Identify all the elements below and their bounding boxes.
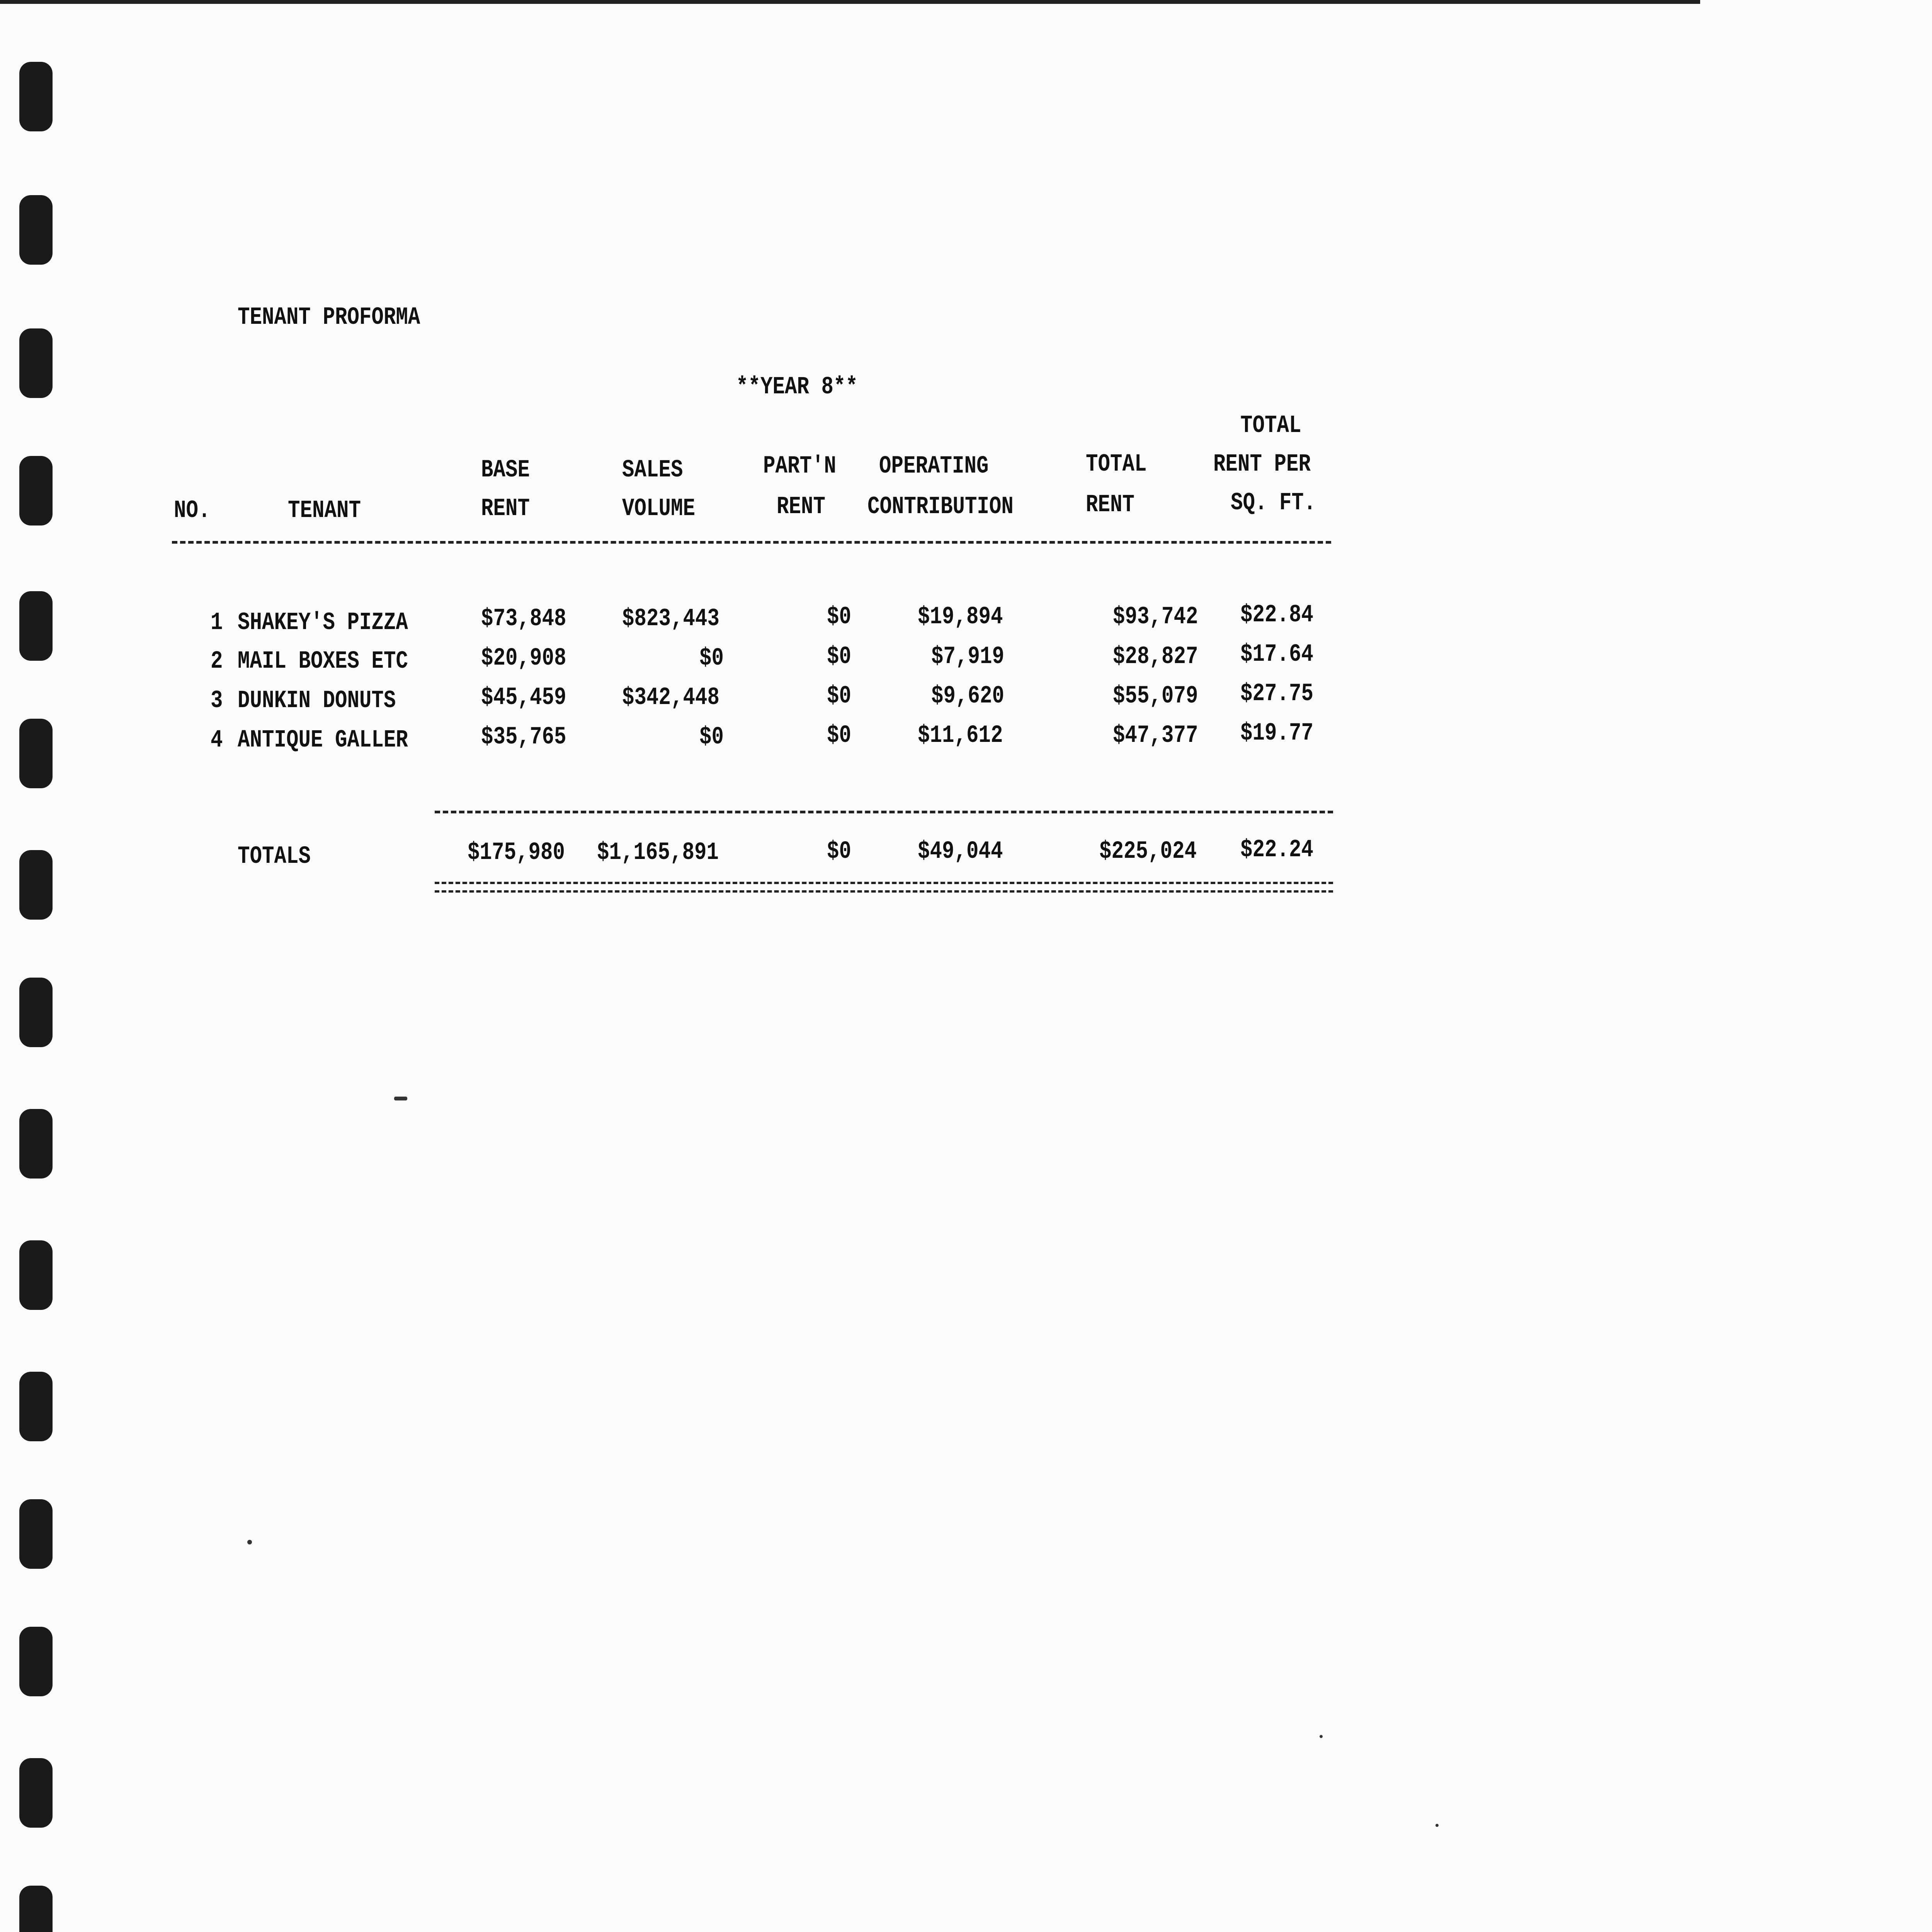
- year-label: **YEAR 8**: [736, 373, 858, 401]
- punch-hole: [19, 1240, 53, 1310]
- row-per-sqft: $22.84: [1240, 601, 1313, 629]
- totals-divider: [435, 811, 1333, 813]
- row-base-rent: $35,765: [481, 723, 566, 751]
- row-no: 3: [211, 687, 223, 715]
- row-operating: $11,612: [918, 722, 1003, 750]
- row-sales-volume: $342,448: [622, 684, 719, 712]
- row-operating: $7,919: [931, 643, 1004, 671]
- totals-partn-rent: $0: [827, 838, 851, 866]
- punch-hole: [19, 1109, 53, 1179]
- row-base-rent: $73,848: [481, 605, 566, 633]
- row-tenant: ANTIQUE GALLER: [238, 726, 408, 754]
- header-partn-rent-line2: RENT: [777, 493, 825, 521]
- totals-operating: $49,044: [918, 838, 1003, 866]
- row-tenant: SHAKEY'S PIZZA: [238, 609, 408, 637]
- row-tenant: DUNKIN DONUTS: [238, 687, 396, 715]
- punch-hole: [19, 978, 53, 1047]
- totals-per-sqft: $22.24: [1240, 836, 1313, 864]
- row-sales-volume: $823,443: [622, 605, 719, 633]
- header-divider: [172, 541, 1331, 544]
- totals-double-underline: [435, 882, 1333, 893]
- header-base-rent-line2: RENT: [481, 495, 530, 523]
- header-operating-line1: OPERATING: [879, 452, 989, 480]
- totals-base-rent: $175,980: [468, 839, 565, 867]
- row-no: 4: [211, 726, 223, 754]
- row-no: 1: [211, 609, 223, 637]
- header-per-sqft-line1: TOTAL: [1240, 412, 1301, 440]
- row-per-sqft: $27.75: [1240, 680, 1313, 708]
- row-total-rent: $93,742: [1113, 603, 1198, 631]
- header-tenant: TENANT: [288, 497, 361, 525]
- header-no: NO.: [174, 497, 211, 525]
- scan-speck: [1320, 1735, 1323, 1738]
- scan-speck: [394, 1097, 407, 1100]
- punch-hole: [19, 1886, 53, 1932]
- header-sales-volume-line2: VOLUME: [622, 495, 695, 523]
- scan-speck: [1435, 1824, 1439, 1827]
- punch-hole: [19, 591, 53, 661]
- header-operating-line2: CONTRIBUTION: [867, 493, 1014, 521]
- page-top-edge: [0, 0, 1700, 4]
- row-sales-volume: $0: [699, 723, 724, 751]
- row-total-rent: $28,827: [1113, 643, 1198, 671]
- header-total-rent-line1: TOTAL: [1086, 451, 1147, 478]
- punch-hole: [19, 1499, 53, 1569]
- header-sales-volume-line1: SALES: [622, 456, 683, 484]
- header-partn-rent-line1: PART'N: [763, 452, 836, 480]
- header-base-rent-line1: BASE: [481, 456, 530, 484]
- punch-hole: [19, 328, 53, 398]
- header-per-sqft-line3: SQ. FT.: [1231, 489, 1316, 517]
- punch-hole: [19, 195, 53, 265]
- row-operating: $19,894: [918, 603, 1003, 631]
- document-title: TENANT PROFORMA: [238, 304, 420, 332]
- header-total-rent-line2: RENT: [1086, 491, 1134, 519]
- totals-label: TOTALS: [238, 843, 311, 871]
- row-no: 2: [211, 648, 223, 675]
- punch-hole: [19, 1372, 53, 1441]
- totals-total-rent: $225,024: [1099, 838, 1197, 866]
- scan-speck: [247, 1540, 252, 1544]
- row-operating: $9,620: [931, 682, 1004, 710]
- row-total-rent: $47,377: [1113, 722, 1198, 750]
- punch-hole: [19, 456, 53, 526]
- row-partn-rent: $0: [827, 682, 851, 710]
- header-per-sqft-line2: RENT PER: [1213, 451, 1311, 478]
- row-per-sqft: $19.77: [1240, 719, 1313, 747]
- punch-hole: [19, 62, 53, 131]
- row-base-rent: $45,459: [481, 684, 566, 712]
- row-total-rent: $55,079: [1113, 682, 1198, 710]
- row-tenant: MAIL BOXES ETC: [238, 648, 408, 675]
- row-sales-volume: $0: [699, 645, 724, 672]
- punch-hole: [19, 1758, 53, 1828]
- row-partn-rent: $0: [827, 722, 851, 750]
- row-per-sqft: $17.64: [1240, 641, 1313, 668]
- row-partn-rent: $0: [827, 643, 851, 671]
- punch-hole: [19, 719, 53, 788]
- row-partn-rent: $0: [827, 603, 851, 631]
- row-base-rent: $20,908: [481, 645, 566, 672]
- totals-sales-volume: $1,165,891: [597, 839, 719, 867]
- punch-hole: [19, 1627, 53, 1696]
- punch-hole: [19, 850, 53, 920]
